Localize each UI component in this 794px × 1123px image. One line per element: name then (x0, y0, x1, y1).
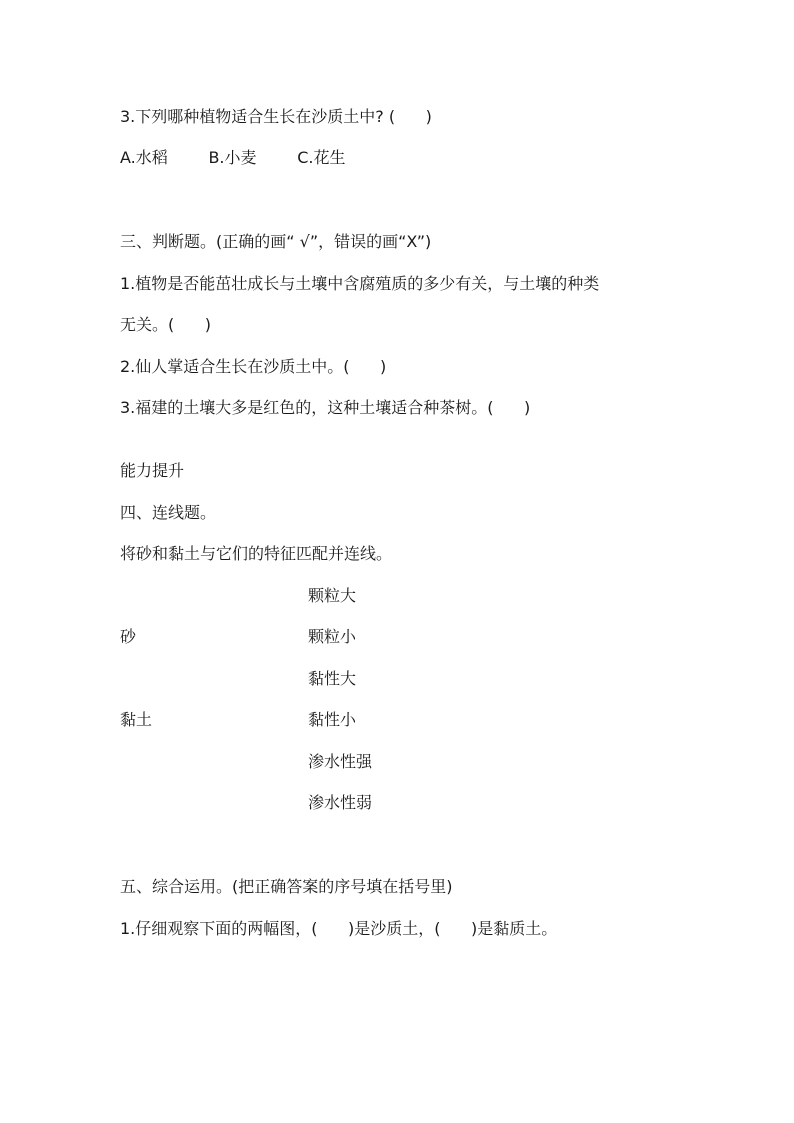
match-right-item: 黏性大 (308, 669, 357, 688)
match-left-clay: 黏土 (120, 710, 153, 729)
match-right-item: 颗粒小 (308, 627, 357, 646)
match-right-item: 黏性小 (308, 710, 357, 729)
match-right-item: 渗水性弱 (308, 793, 373, 812)
section-4-instruction: 将砂和黏土与它们的特征匹配并连线。 (120, 544, 393, 563)
match-right-item: 渗水性强 (308, 752, 373, 771)
section-5-title: 五、综合运用。(把正确答案的序号填在括号里) (120, 877, 453, 896)
section-3-item-1-line-2: 无关。( ) (120, 315, 212, 334)
match-right-item: 颗粒大 (308, 586, 357, 605)
section-4-title: 四、连线题。 (120, 503, 217, 522)
section-3-title: 三、判断题。(正确的画“ √”，错误的画“X”) (120, 232, 432, 251)
section-5-item-1: 1.仔细观察下面的两幅图，( )是沙质土，( )是黏质土。 (120, 919, 558, 938)
section-3-item-1-line-1: 1.植物是否能茁壮成长与土壤中含腐殖质的多少有关，与土壤的种类 (120, 274, 600, 293)
section-3-item-3: 3.福建的土壤大多是红色的，这种土壤适合种茶树。( ) (120, 398, 531, 417)
question-3-stem: 3.下列哪种植物适合生长在沙质土中? ( ) (120, 107, 432, 126)
section-3-item-2: 2.仙人掌适合生长在沙质土中。( ) (120, 357, 387, 376)
ability-heading: 能力提升 (120, 461, 185, 480)
question-3-options: A.水稻 B.小麦 C.花生 (120, 148, 346, 167)
match-left-sand: 砂 (120, 627, 137, 646)
